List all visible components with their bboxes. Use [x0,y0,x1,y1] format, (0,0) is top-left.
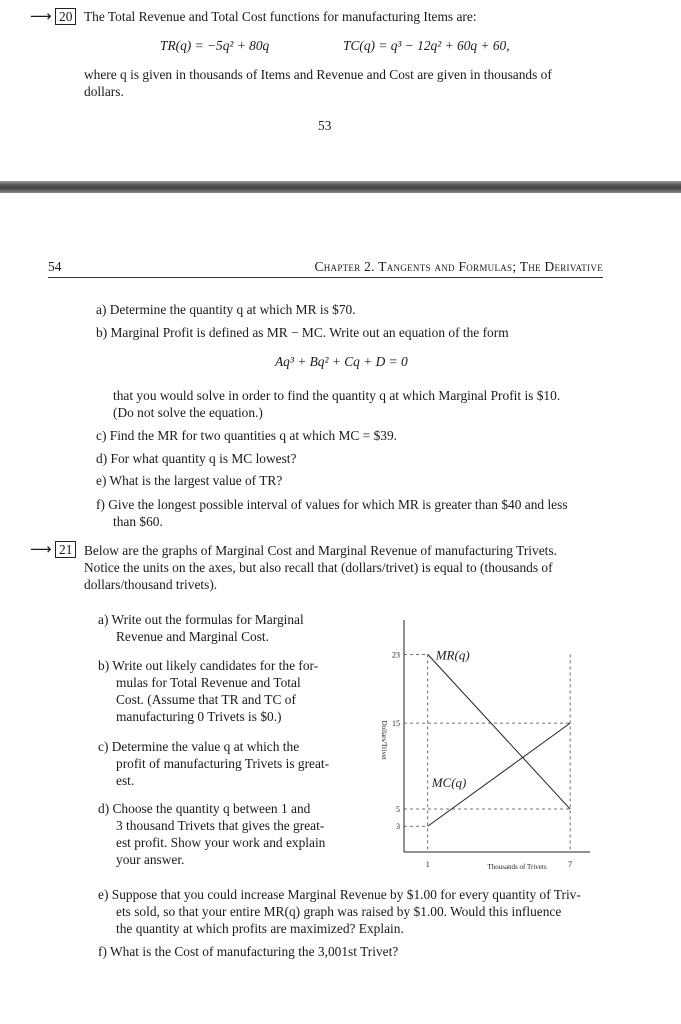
part-20b-cont1: that you would solve in order to find the quantity q at which Marginal Profit is $10. [113,388,561,403]
y-tick-label: 5 [396,805,400,815]
part-21e-line1: e) Suppose that you could increase Marginal Revenue by $1.00 for every quantity of Triv- [98,887,581,902]
y-tick-label: 23 [392,650,400,660]
problem21-line3: dollars/thousand trivets). [84,577,218,592]
problem-number: 21 [55,541,76,558]
series-label-mc: MC(q) [431,775,467,791]
part-21a-line2: Revenue and Marginal Cost. [116,629,269,644]
part-21d-line2: 3 thousand Trivets that gives the great- [116,818,325,833]
part-21f: f) What is the Cost of manufacturing the 3,001st Trivet? [98,944,399,959]
part-21c-line3: est. [116,773,135,788]
x-tick-label: 7 [568,860,573,869]
part-21d-line1: d) Choose the quantity q between 1 and [98,801,311,816]
page-number: 54 [48,259,62,274]
part-20c: c) Find the MR for two quantities q at which MC = $39. [96,428,398,443]
part-21e-line2: ets sold, so that your entire MR(q) graph was raised by $1.00. Would this influence [116,904,562,919]
page-number-53: 53 [318,118,332,133]
part-20d: d) For what quantity q is MC lowest? [96,451,297,466]
problem-arrow-icon: ⟶ [30,7,52,25]
part-21b-line1: b) Write out likely candidates for the for- [98,658,319,673]
problem-number: 20 [55,8,76,25]
page-divider [0,181,681,193]
tc-equation: TC(q) = q³ − 12q² + 60q + 60, [343,38,510,53]
series-label-mr: MR(q) [435,647,470,663]
tr-equation: TR(q) = −5q² + 80q [160,38,270,53]
part-20f-line1: f) Give the longest possible interval of values for which MR is greater than $40 and less [96,497,568,512]
problem21-line2: Notice the units on the axes, but also recall that (dollars/trivet) is equal to (thousands of [84,560,553,575]
header-rule [48,277,603,278]
mr-mc-chart [360,612,600,880]
x-axis-label: Thousands of Trivets [487,863,547,871]
y-tick-label: 3 [396,822,400,832]
x-tick-label: 1 [425,860,430,869]
part-20b-cont2: (Do not solve the equation.) [113,405,263,420]
part-20b: b) Marginal Profit is defined as MR − MC. Write out an equation of the form [96,325,509,340]
part-20e: e) What is the largest value of TR? [96,473,283,488]
part-21a-line1: a) Write out the formulas for Marginal [98,612,304,627]
part-21b-line2: mulas for Total Revenue and Total [116,675,301,690]
cubic-equation: Aq³ + Bq² + Cq + D = 0 [275,354,408,369]
part-21d-line4: your answer. [116,852,185,867]
part-21b-line3: Cost. (Assume that TR and TC of [116,692,296,707]
problem21-line1: Below are the graphs of Marginal Cost and Marginal Revenue of manufacturing Trivets. [84,543,557,558]
chapter-header: Chapter 2. Tangents and Formulas; The Derivative [314,259,603,274]
y-axis-label: Dollars/Trivet [380,720,388,761]
units-note-line1: where q is given in thousands of Items and Revenue and Cost are given in thousands of [84,67,552,82]
problem-statement: The Total Revenue and Total Cost functions for manufacturing Items are: [84,9,477,24]
y-tick-label: 15 [392,719,400,729]
part-20f-line2: than $60. [113,514,163,529]
part-21c-line2: profit of manufacturing Trivets is great- [116,756,330,771]
part-21e-line3: the quantity at which profits are maximized? Explain. [116,921,404,936]
problem-arrow-icon: ⟶ [30,540,52,558]
part-21c-line1: c) Determine the value q at which the [98,739,300,754]
part-20a: a) Determine the quantity q at which MR is $70. [96,302,356,317]
part-21b-line4: manufacturing 0 Trivets is $0.) [116,709,282,724]
units-note-line2: dollars. [84,84,124,99]
part-21d-line3: est profit. Show your work and explain [116,835,326,850]
